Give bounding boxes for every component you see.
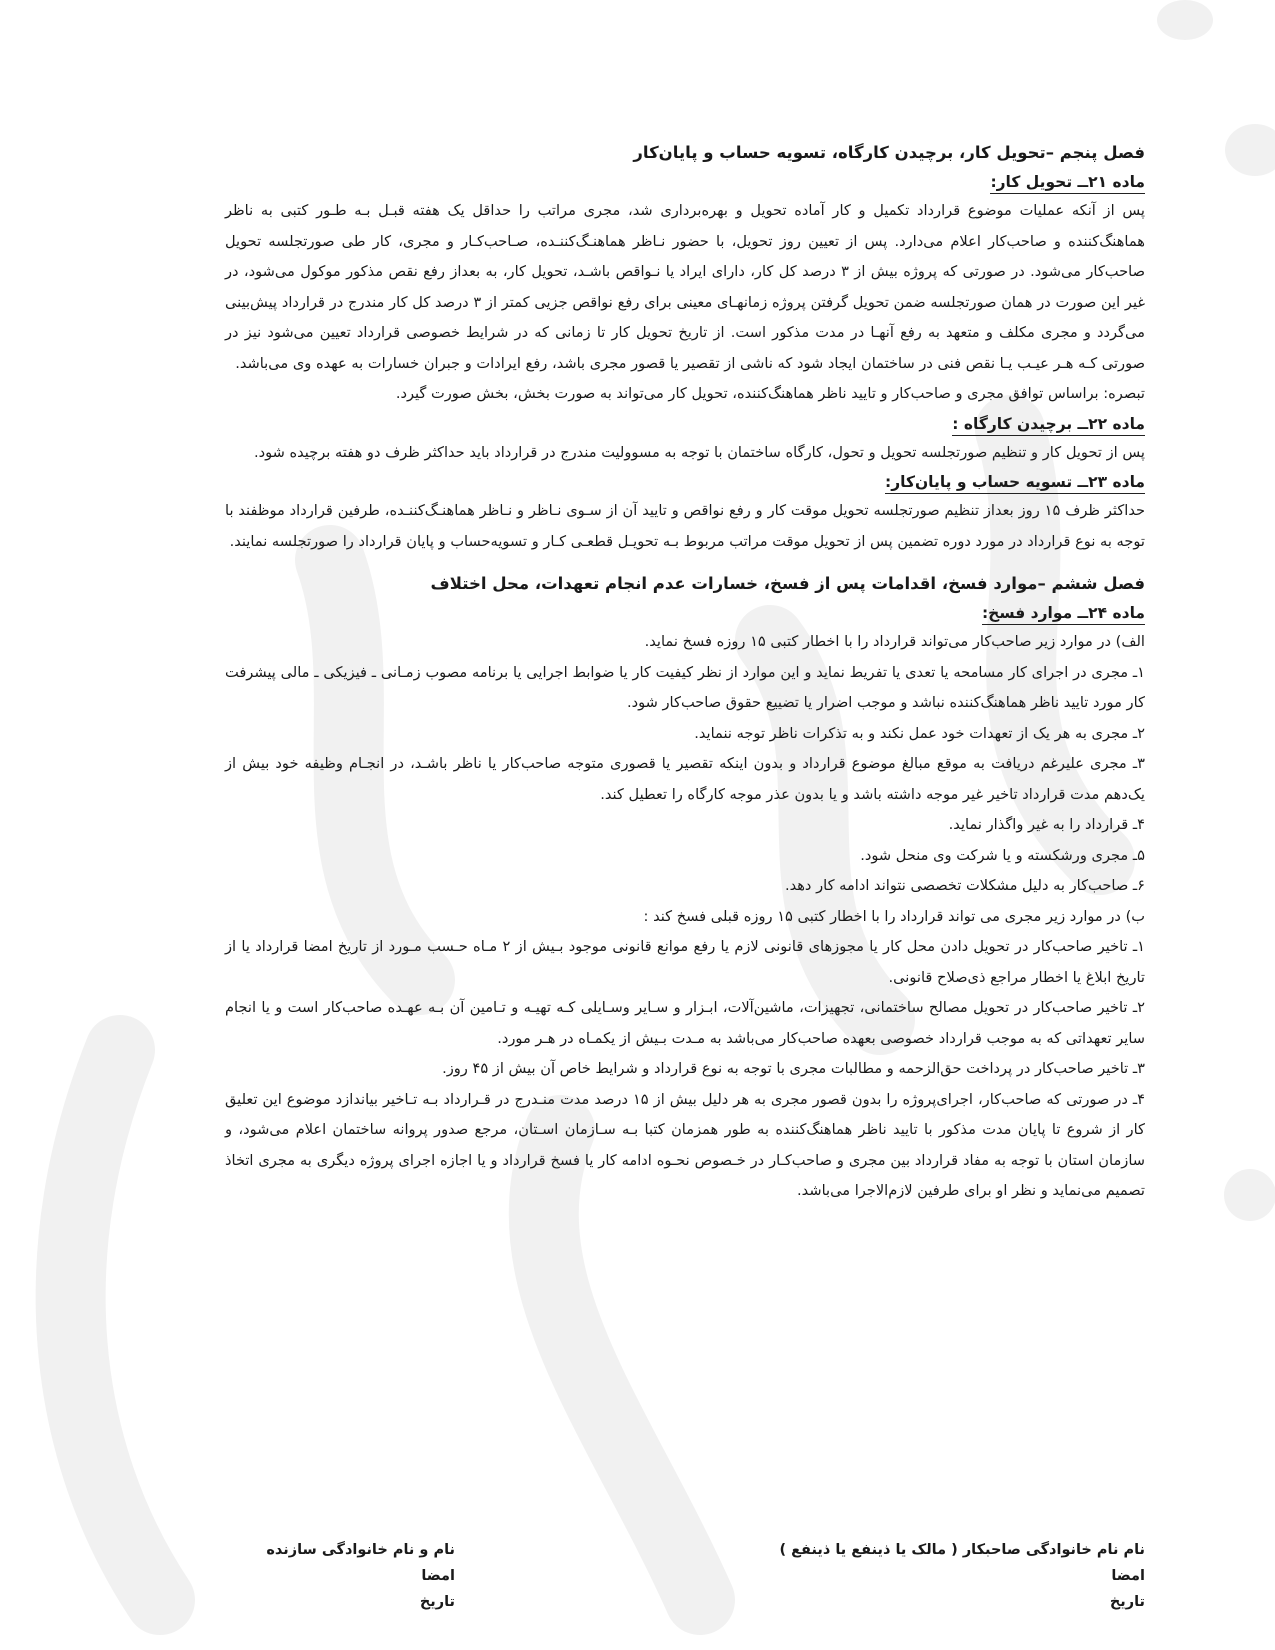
article-24-item: ۱ـ تاخیر صاحب‌کار در تحویل دادن محل کار یا مجوزهای قانونی لازم یا رفع موانع قانونی موجود بـیش از ۲ مـاه حـسب مـورد از تاریخ امضا قرارداد یا از تاریخ ابلاغ یا اخطار مراجع ذی‌صلاح قانونی. xyxy=(225,938,1146,986)
article-24-item: ۳ـ تاخیر صاحب‌کار در پرداخت حق‌الزحمه و مطالبات مجری با توجه به نوع قرارداد و شرایط خاص آن بیش از ۴۵ روز. xyxy=(442,1060,1145,1077)
owner-sign-label: امضا xyxy=(1111,1568,1145,1584)
article-22-heading: ماده ۲۲ــ برچیدن کارگاه : xyxy=(225,410,1145,438)
article-23-heading: ماده ۲۳ــ تسویه حساب و پایان‌کار: xyxy=(225,468,1145,496)
chapter-6-title: فصل ششم –موارد فسخ، اقدامات پس از فسخ، خسارات عدم انجام تعهدات، محل اختلاف xyxy=(430,574,1145,593)
article-24-item: الف) در موارد زیر صاحب‌کار می‌تواند قرارداد را با اخطار کتبی ۱۵ روزه فسخ نماید. xyxy=(644,633,1145,650)
article-23-text: حداکثر ظرف ۱۵ روز بعداز تنظیم صورتجلسه تحویل موقت کار و رفع نواقص و تایید آن از سـوی نـاظر و نـاظر هماهنـگ‌کننـده، طرفین قرارداد موظفند با توجه به نوع قرارداد در مورد دوره تضمین پس از تحویل موقت مراتب مربوط بـه تحویـل قطعـی کـار و تسویه‌حساب و پایان قرارداد را صورتجلسه نمایند. xyxy=(225,502,1146,550)
article-24-heading: ماده ۲۴ــ موارد فسخ: xyxy=(225,599,1145,627)
article-24-item: ۴ـ قرارداد را به غیر واگذار نماید. xyxy=(948,816,1145,833)
article-24-item: ۲ـ مجری به هر یک از تعهدات خود عمل نکند و به تذکرات ناظر توجه ننماید. xyxy=(694,724,1145,742)
article-24-item: ۵ـ مجری ورشکسته و یا شرکت وی منحل شود. xyxy=(860,846,1145,864)
builder-date-label: تاریخ xyxy=(419,1594,455,1610)
article-21-text: پس از آنکه عملیات موضوع قرارداد تکمیل و کار آماده تحویل و بهره‌برداری شد، مجری مراتب را حداقل یک هفته قبـل بـه طـور کتبی به ناظر هماهنگ‌کننده و صاحب‌کار اعلام می‌دارد. پس از تعیین روز تحویل، با حضور نـاظر هماهنـگ‌کننـده، صـاحب‌کـار و مجری، کار طی صورتجلسه تحویل صاحب‌کار می‌شود. در صورتی که پروژه بیش از ۳ درصد کل کار، دارای ایراد یا نـواقص باشـد، تحویل کار، به بعداز رفع نقص مذکور موکول می‌شود، در غیر این صورت در همان صورتجلسه ضمن تحویل گرفتن پروژه زمانهـای معینی برای رفع نواقص جزیی کمتر از ۳ درصد کل کار مندرج در قرارداد پیش‌بینی می‌گردد و مجری مکلف و متعهد به رفع آنهـا در مدت مذکور است. از تاریخ تحویل کار تا زمانی که در شرایط خصوصی قرارداد تعیین می‌شود نیز در صورتی کـه هـر عیـب یـا نقص فنی در ساختمان ایجاد شود که ناشی از تقصیر یا قصور مجری باشد، رفع ایرادات و جبران خسارات به عهده وی می‌باشد. xyxy=(225,202,1146,372)
builder-name-label: نام و نام خانوادگی سازنده xyxy=(266,1542,455,1558)
owner-signature xyxy=(725,1537,1145,1615)
article-24-item: ۳ـ مجری علیرغم دریافت به موقع مبالغ موضوع قرارداد و بدون اینکه تقصیر یا قصوری متوجه صاحب‌کار یا ناظر باشـد، در انجـام وظیفه خود بیش از یک‌دهم مدت قرارداد تاخیر غیر موجه داشته باشد و یا بدون عذر موجه کارگاه را تعطیل کند. xyxy=(225,755,1145,803)
article-24-item: ۴ـ در صورتی که صاحب‌کار، اجرای‌پروژه را بدون قصور مجری به هر دلیل بیش از ۱۵ درصد مدت منـدرج در قـرارداد بـه تـاخیر بیاندازد موضوع این تعلیق کار از شروع تا پایان مدت مذکور با تایید ناظر هماهنگ‌کننده به طور همزمان کتبا بـه سـازمان اسـتان، مرجع صدور پروانه ساختمان اعلام می‌شود، و سازمان استان با توجه به مفاد قرارداد بین مجری و صاحب‌کـار در خـصوص نحـوه ادامه کار یا فسخ قرارداد و یا اجازه اجرای پروژه دیگری به مجری اتخاذ تصمیم می‌نماید و نظر او برای طرفین لازم‌الاجرا می‌باشد. xyxy=(225,1090,1146,1199)
builder-sign-label: امضا xyxy=(421,1568,455,1584)
article-22-text: پس از تحویل کار و تنظیم صورتجلسه تحویل و تحول، کارگاه ساختمان با توجه به مسوولیت مندرج در قرارداد باید حداکثر ظرف دو هفته برچیده شود. xyxy=(253,443,1145,461)
owner-date-label: تاریخ xyxy=(1109,1594,1145,1610)
builder-signature xyxy=(225,1537,455,1615)
article-21-heading: ماده ۲۱ــ تحویل کار: xyxy=(225,168,1145,196)
article-24-item: ۲ـ تاخیر صاحب‌کار در تحویل مصالح ساختمانی، تجهیزات، ماشین‌آلات، ابـزار و سـایر وسـایلی کـه تهیـه و تـامین آن بـه عهـده صاحب‌کار است و یا انجام سایر تعهداتی که به موجب قرارداد خصوصی بعهده صاحب‌کار می‌باشد به مـدت بـیش از یکمـاه در هـر مورد. xyxy=(225,999,1145,1047)
article-24-item: ۶ـ صاحب‌کار به دلیل مشکلات تخصصی نتواند ادامه کار دهد. xyxy=(784,877,1145,894)
chapter-5-title: فصل پنجم –تحویل کار، برچیدن کارگاه، تسویه حساب و پایان‌کار xyxy=(633,143,1145,162)
document-body xyxy=(225,138,1145,1207)
article-21-note: تبصره: براساس توافق مجری و صاحب‌کار و تایید ناظر هماهنگ‌کننده، تحویل کار می‌تواند به صورت بخش، بخش صورت گیرد. xyxy=(395,385,1145,402)
owner-name-label: نام نام خانوادگی صاحبکار ( مالک یا ذینفع یا ذینفع ) xyxy=(779,1542,1145,1558)
article-24-item: ۱ـ مجری در اجرای کار مسامحه یا تعدی یا تفریط نماید و این موارد از نظر کیفیت کار یا ضوابط اجرایی یا برنامه مصوب زمـانی ـ فیزیکی ـ مالی پیشرفت کار مورد تایید ناظر هماهنگ‌کننده نباشد و موجب اضرار یا تضییع حقوق صاحب‌کار شود. xyxy=(225,663,1145,711)
article-24-item: ب) در موارد زیر مجری می تواند قرارداد را با اخطار کتبی ۱۵ روزه قبلی فسخ کند : xyxy=(643,907,1145,925)
